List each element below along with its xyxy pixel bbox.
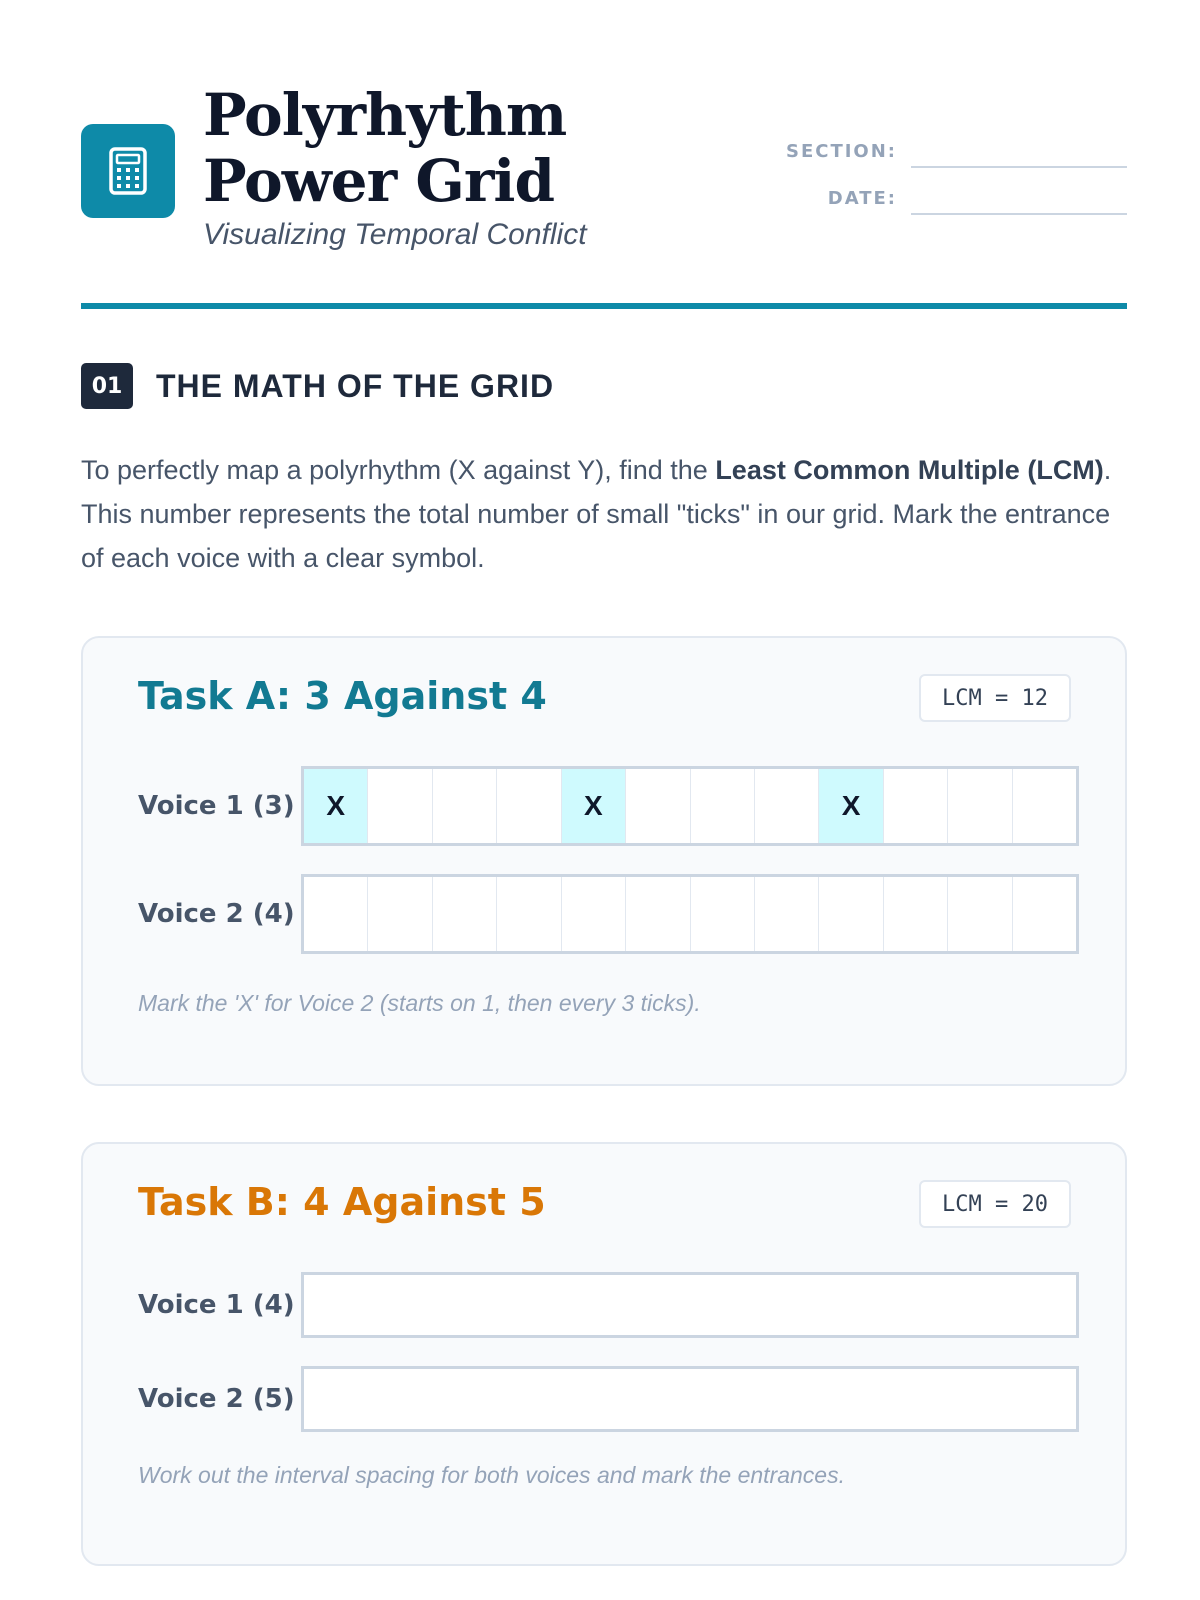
- section-field: [767, 132, 1127, 168]
- task-a-voice2-tick-5[interactable]: [562, 877, 626, 951]
- task-b-voice1-grid[interactable]: [301, 1272, 1079, 1338]
- task-a-voice1-tick-9[interactable]: X: [819, 769, 883, 843]
- task-a-voice2-tick-11[interactable]: [948, 877, 1012, 951]
- task-a-title: Task A: 3 Against 4: [138, 674, 547, 718]
- task-a-voice2-label: Voice 2 (4): [138, 899, 295, 929]
- section-input-line[interactable]: [911, 138, 1127, 168]
- meta-fields: [767, 132, 1127, 226]
- task-a-card: [81, 636, 1127, 1086]
- task-a-voice1-tick-4[interactable]: [497, 769, 561, 843]
- task-a-hint: Mark the 'X' for Voice 2 (starts on 1, then every 3 ticks).: [138, 990, 701, 1016]
- page-title: Polyrhythm Power Grid: [203, 81, 567, 215]
- page-subtitle: Visualizing Temporal Conflict: [203, 218, 587, 251]
- task-b-lcm-badge: LCM = 20: [919, 1180, 1071, 1228]
- task-a-voice2-tick-3[interactable]: [433, 877, 497, 951]
- date-input-line[interactable]: [911, 185, 1127, 215]
- task-a-lcm-badge: LCM = 12: [919, 674, 1071, 722]
- task-a-voice2-tick-2[interactable]: [368, 877, 432, 951]
- task-b-voice1-label: Voice 1 (4): [138, 1290, 295, 1320]
- task-a-voice1-tick-1[interactable]: X: [304, 769, 368, 843]
- task-a-voice2-row: [138, 874, 1079, 954]
- task-b-voice2-row: [138, 1366, 1079, 1432]
- task-b-voice2-label: Voice 2 (5): [138, 1384, 295, 1414]
- task-a-voice1-tick-11[interactable]: [948, 769, 1012, 843]
- task-a-voice1-row: [138, 766, 1079, 846]
- task-a-voice1-tick-6[interactable]: [626, 769, 690, 843]
- intro-bold: Least Common Multiple (LCM): [715, 455, 1104, 485]
- task-a-voice2-grid: [301, 874, 1079, 954]
- task-b-hint: Work out the interval spacing for both voices and mark the entrances.: [138, 1462, 845, 1488]
- task-a-voice2-tick-6[interactable]: [626, 877, 690, 951]
- task-a-voice2-tick-9[interactable]: [819, 877, 883, 951]
- date-field: [767, 179, 1127, 215]
- header-divider: [81, 303, 1127, 309]
- date-label: DATE:: [827, 188, 897, 209]
- section-title: THE MATH OF THE GRID: [156, 367, 555, 404]
- task-a-voice1-grid: [301, 766, 1079, 846]
- worksheet-header: [81, 82, 1127, 282]
- task-b-card: [81, 1142, 1127, 1566]
- task-a-voice1-tick-7[interactable]: [691, 769, 755, 843]
- task-b-voice1-row: [138, 1272, 1079, 1338]
- title-block: [203, 82, 763, 252]
- intro-text-2: . This number represents the total number of small "ticks" in our grid. Mark the entrance of each voice with a clear symbol.: [81, 455, 1112, 573]
- task-a-voice1-tick-12[interactable]: [1013, 769, 1076, 843]
- section-number-badge: 01: [81, 363, 133, 409]
- intro-text-1: To perfectly map a polyrhythm (X against Y), find the: [81, 455, 716, 485]
- task-a-voice2-tick-4[interactable]: [497, 877, 561, 951]
- task-a-voice1-label: Voice 1 (3): [138, 791, 295, 821]
- task-a-voice1-tick-5[interactable]: X: [562, 769, 626, 843]
- task-a-voice2-tick-1[interactable]: [304, 877, 368, 951]
- task-a-voice1-tick-8[interactable]: [755, 769, 819, 843]
- task-a-voice2-tick-8[interactable]: [755, 877, 819, 951]
- task-b-title: Task B: 4 Against 5: [138, 1180, 546, 1224]
- task-a-voice1-tick-10[interactable]: [884, 769, 948, 843]
- task-a-voice1-tick-3[interactable]: [433, 769, 497, 843]
- task-a-voice1-tick-2[interactable]: [368, 769, 432, 843]
- section-label: SECTION:: [785, 141, 897, 162]
- section-heading: [81, 363, 554, 409]
- task-a-voice2-tick-7[interactable]: [691, 877, 755, 951]
- task-a-voice2-tick-12[interactable]: [1013, 877, 1076, 951]
- intro-paragraph: [81, 448, 1127, 580]
- task-b-voice2-grid[interactable]: [301, 1366, 1079, 1432]
- calculator-icon: [81, 124, 175, 218]
- task-a-voice2-tick-10[interactable]: [884, 877, 948, 951]
